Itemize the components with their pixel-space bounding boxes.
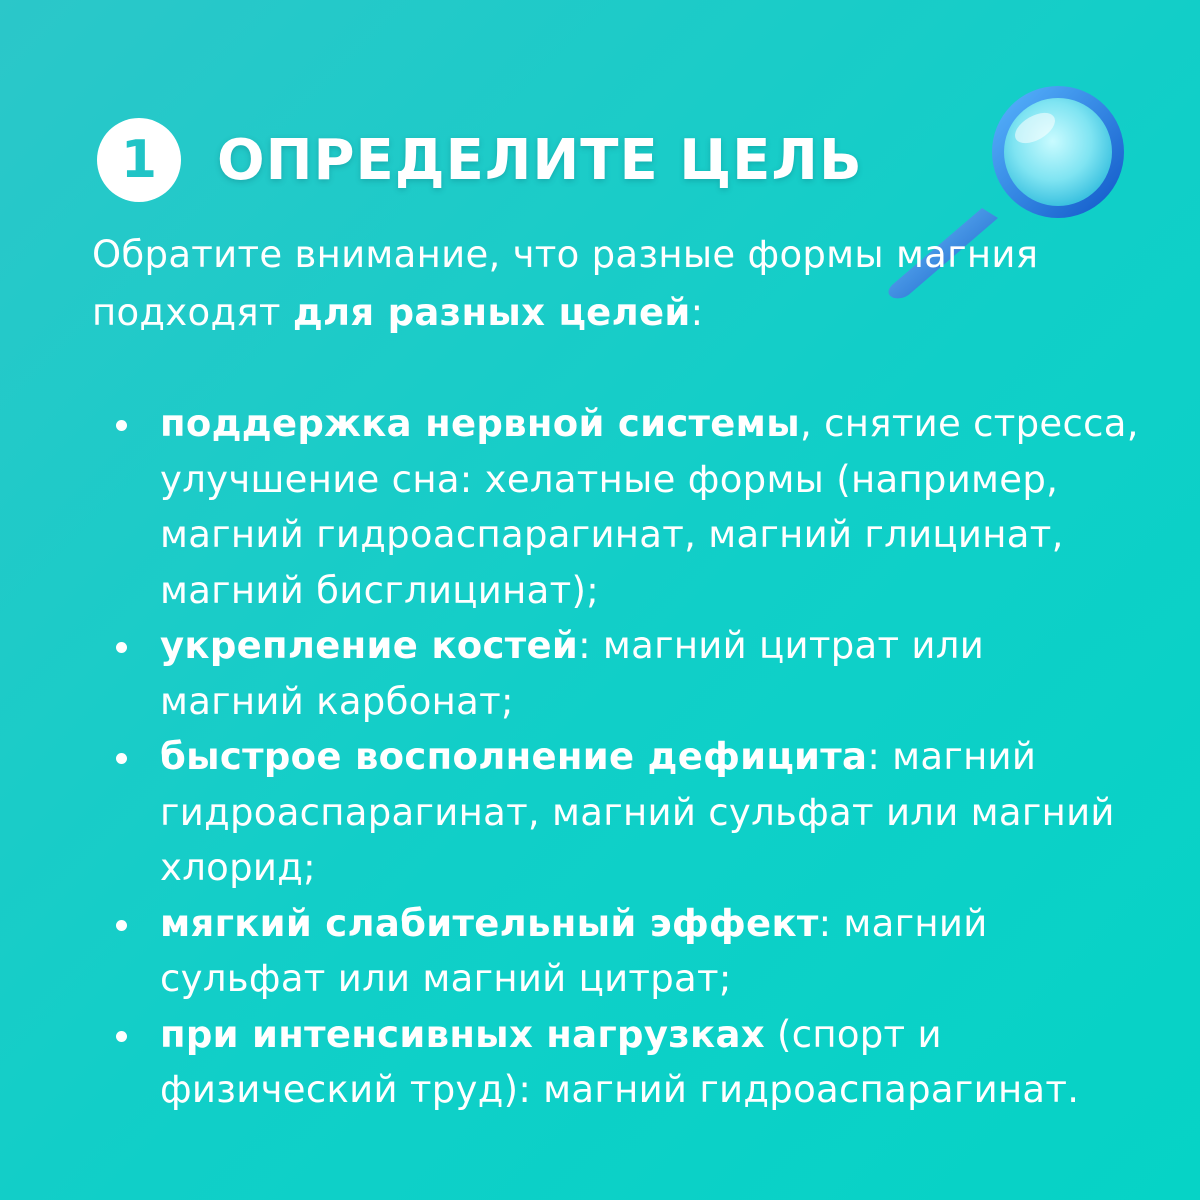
intro-text <box>92 226 1132 342</box>
item-bold: мягкий слабительный эффект <box>160 901 819 945</box>
bullet-icon <box>116 753 127 764</box>
bullet-icon <box>116 1031 127 1042</box>
item-line: улучшение сна: хелатные формы (например, <box>160 457 1059 501</box>
bullet-icon <box>116 920 127 931</box>
list-item <box>110 1007 1150 1118</box>
intro-line-2 <box>92 284 1132 342</box>
intro-line-2-prefix: подходят <box>92 291 293 334</box>
list-item <box>110 618 1150 729</box>
item-line: гидроаспарагинат, магний сульфат или магний <box>160 790 1115 834</box>
item-text: : магний <box>818 901 988 945</box>
bullet-icon <box>116 420 127 431</box>
section-header <box>97 118 863 202</box>
list-item <box>110 896 1150 1007</box>
intro-line-1: Обратите внимание, что разные формы магния <box>92 233 1039 276</box>
page-title: ОПРЕДЕЛИТЕ ЦЕЛЬ <box>217 127 863 193</box>
item-bold: укрепление костей <box>160 624 579 667</box>
item-line: физический труд): магний гидроаспарагинат. <box>160 1068 1080 1111</box>
item-text: : магний цитрат или <box>578 624 985 667</box>
intro-line-2-suffix: : <box>690 291 704 334</box>
bullet-icon <box>116 642 127 653</box>
item-line: магний гидроаспарагинат, магний глицинат, <box>160 513 1064 556</box>
item-text: (спорт и <box>764 1012 942 1056</box>
step-number-badge: 1 <box>97 118 181 202</box>
intro-line-2-bold: для разных целей <box>292 291 691 334</box>
item-line: сульфат или магний цитрат; <box>160 957 732 1000</box>
item-line: магний бисглицинат); <box>160 568 599 612</box>
item-line: хлорид; <box>160 846 316 889</box>
list-item <box>110 729 1150 896</box>
item-line: магний карбонат; <box>160 679 514 723</box>
item-bold: поддержка нервной системы <box>160 402 800 445</box>
list-item <box>110 396 1150 618</box>
item-text: : магний <box>867 735 1037 778</box>
item-bold: быстрое восполнение дефицита <box>160 735 868 778</box>
item-text: , снятие стресса, <box>800 402 1139 445</box>
item-bold: при интенсивных нагрузках <box>160 1012 765 1056</box>
goals-list <box>110 396 1150 1118</box>
